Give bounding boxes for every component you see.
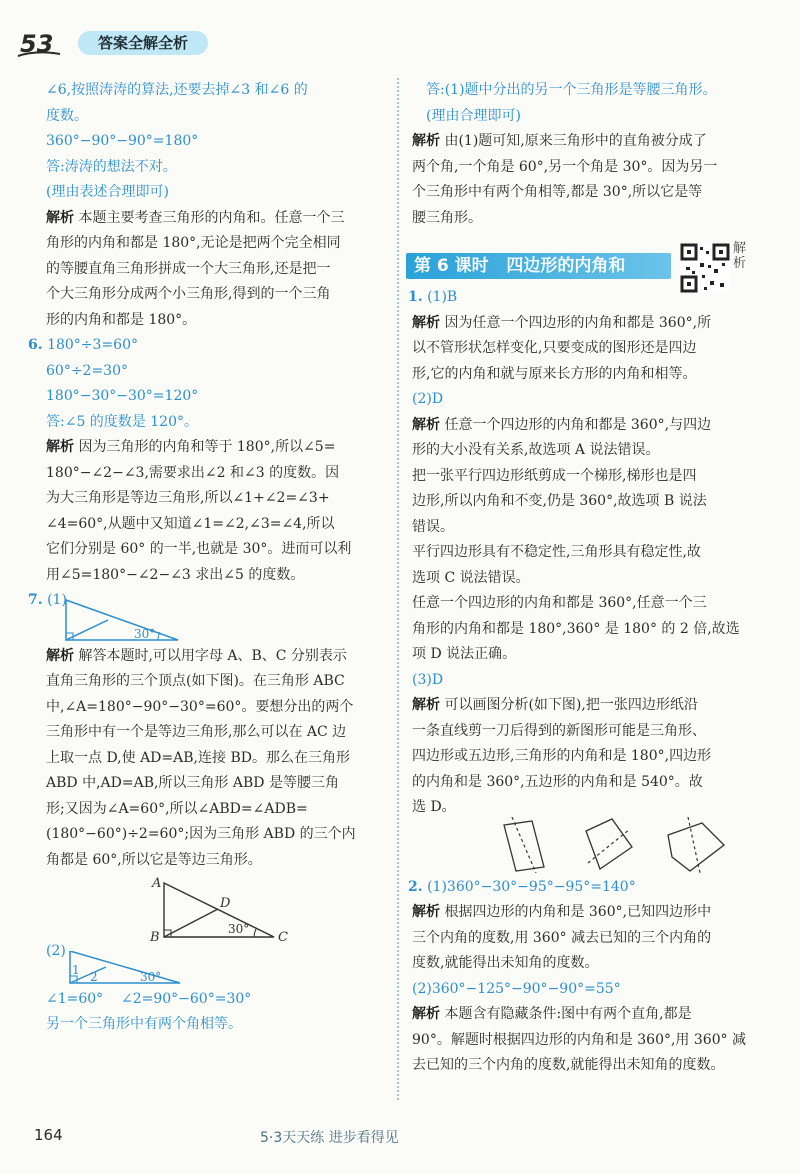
analysis-text: 边形,所以内角和不变,仍是 360°,故选项 B 说法 xyxy=(412,493,707,509)
analysis-paragraph xyxy=(32,206,384,232)
lesson-title: 第 6 课时 四边形的内角和 xyxy=(414,256,626,276)
analysis-text: 用∠5=180°−∠2−∠3 求出∠5 的度数。 xyxy=(46,566,305,583)
analysis-text: 因为三角形的内角和等于 180°,所以∠5= xyxy=(74,439,336,455)
lesson-banner xyxy=(406,239,766,279)
answer-line: (2) xyxy=(46,943,66,959)
answer-line: (2)360°−125°−90°−90°=55° xyxy=(412,980,621,997)
qr-code-icon[interactable] xyxy=(680,243,730,293)
analysis-text: 根据四边形的内角和是 360°,已知四边形中 xyxy=(440,904,712,920)
answer-line: 答:涛涛的想法不对。 xyxy=(46,158,177,175)
page-number: 164 xyxy=(34,1126,63,1144)
analysis-text: 它们分别是 60° 的一半,也就是 30°。进而可以利 xyxy=(46,541,352,557)
analysis-text: 角形的内角和都是 180°,无论是把两个完全相同 xyxy=(46,235,341,251)
analysis-label: 解析 xyxy=(46,439,74,455)
analysis-text: 可以画图分析(如下图),把一张四边形纸沿 xyxy=(440,697,698,713)
analysis-label: 解析 xyxy=(412,904,440,920)
answer-line: (3)D xyxy=(412,671,444,688)
angle-1-label: 1 xyxy=(72,962,80,977)
angle-label: 30° xyxy=(134,626,156,641)
answer-line: (2)D xyxy=(412,391,444,407)
analysis-text: 形的内角和都是 180°。 xyxy=(46,311,197,328)
vertex-label-c: C xyxy=(278,930,288,945)
answer-line: ∠6,按照涛涛的算法,还要去掉∠3 和∠6 的 xyxy=(46,82,308,98)
question-number: 7. xyxy=(28,592,43,608)
answer-line: 60°÷2=30° xyxy=(46,362,128,379)
analysis-text: 任意一个四边形的内角和都是 360°,与四边 xyxy=(440,416,712,433)
analysis-label: 解析 xyxy=(412,133,440,149)
analysis-label: 解析 xyxy=(46,647,74,664)
analysis-text: 错误。 xyxy=(412,518,454,535)
analysis-text: 因为任意一个四边形的内角和都是 360°,所 xyxy=(440,314,712,331)
analysis-text: 本题含有隐藏条件:图中有两个直角,都是 xyxy=(440,1006,692,1022)
angle-label: 30° xyxy=(228,922,250,936)
answer-line: (1)360°−30°−95°−95°=140° xyxy=(427,878,636,895)
analysis-paragraph xyxy=(412,900,762,926)
triangle-diagram-1 xyxy=(46,598,186,644)
analysis-text: ∠4=60°,从题中又知道∠1=∠2,∠3=∠4,所以 xyxy=(46,515,335,532)
analysis-text: 把一张平行四边形纸剪成一个梯形,梯形也是四 xyxy=(412,467,697,484)
question-number: 2. xyxy=(408,878,423,895)
page-header xyxy=(8,28,248,58)
qr-label: 解析 xyxy=(733,241,747,271)
svg-text:53: 53 xyxy=(20,30,54,58)
analysis-text: 中,∠A=180°−90°−30°=60°。要想分出的两个 xyxy=(46,698,354,715)
analysis-paragraph xyxy=(32,644,384,670)
answer-line: 答:∠5 的度数是 120°。 xyxy=(46,413,198,430)
answer-line: (1)B xyxy=(427,289,458,305)
triangle-diagram-2 xyxy=(50,951,200,987)
analysis-text: 一条直线剪一刀后得到的新图形可能是三角形、 xyxy=(412,722,706,739)
question-6 xyxy=(28,333,384,359)
answer-line: 180°−30°−30°=120° xyxy=(46,388,199,404)
section-tag: 答案全解全析 xyxy=(78,31,208,55)
brand-logo xyxy=(16,28,76,58)
question-number: 6. xyxy=(28,337,43,353)
analysis-text: ABD 中,AD=AB,所以三角形 ABD 是等腰三角 xyxy=(46,775,339,791)
analysis-text: (180°−60°)÷2=60°;因为三角形 ABD 的三个内 xyxy=(46,826,356,842)
analysis-text: 腰三角形。 xyxy=(412,209,482,226)
analysis-paragraph xyxy=(412,311,762,337)
footer-slogan: 5·3天天练 进步看得见 xyxy=(260,1130,399,1146)
analysis-text: 本题主要考查三角形的内角和。任意一个三 xyxy=(74,209,345,226)
analysis-text: 选项 C 说法错误。 xyxy=(412,569,530,586)
analysis-label: 解析 xyxy=(412,697,440,713)
question-2 xyxy=(408,875,762,901)
answer-line: ∠1=60° ∠2=90°−60°=30° xyxy=(46,990,252,1007)
answer-line: (理由表述合理即可) xyxy=(46,184,169,200)
answer-line: (理由合理即可) xyxy=(426,107,521,124)
answer-line: 180°÷3=60° xyxy=(47,337,138,353)
analysis-text: 180°−∠2−∠3,需要求出∠2 和∠3 的度数。因 xyxy=(46,464,340,481)
analysis-text: 角形的内角和都是 180°,360° 是 180° 的 2 倍,故选 xyxy=(412,620,740,637)
analysis-label: 解析 xyxy=(412,314,440,331)
analysis-text: 的等腰直角三角形拼成一个大三角形,还是把一 xyxy=(46,260,331,277)
analysis-text: 任意一个四边形的内角和都是 360°,任意一个三 xyxy=(412,595,707,611)
angle-2-label: 2 xyxy=(90,969,98,984)
question-number: 1. xyxy=(408,289,423,305)
analysis-text: 三角形中有一个是等边三角形,那么可以在 AC 边 xyxy=(46,724,347,740)
analysis-text: 选 D。 xyxy=(412,799,456,815)
analysis-paragraph xyxy=(412,413,762,439)
analysis-text: 去已知的三个内角的度数,就能得出未知角的度数。 xyxy=(412,1057,725,1073)
analysis-text: 形,它的内角和就与原来长方形的内角和相等。 xyxy=(412,365,697,382)
analysis-paragraph xyxy=(412,1002,762,1028)
left-column xyxy=(28,78,384,1038)
answer-line: 360°−90°−90°=180° xyxy=(46,133,199,149)
answer-line: (1) xyxy=(47,592,67,608)
analysis-text: 度数,就能得出未知角的度数。 xyxy=(412,955,599,971)
analysis-text: 个三角形中有两个角相等,都是 30°,所以它是等 xyxy=(412,184,703,200)
analysis-label: 解析 xyxy=(412,1006,440,1022)
analysis-text: 90°。解题时根据四边形的内角和是 360°,用 360° 减 xyxy=(412,1031,747,1048)
triangle-abc-diagram xyxy=(142,875,302,945)
analysis-paragraph xyxy=(412,129,762,155)
right-column xyxy=(408,78,762,1079)
vertex-label-a: A xyxy=(152,876,162,891)
answer-line: 度数。 xyxy=(46,107,88,124)
analysis-label: 解析 xyxy=(412,416,440,433)
analysis-text: 平行四边形具有不稳定性,三角形具有稳定性,故 xyxy=(412,544,701,560)
vertex-label-b: B xyxy=(150,930,160,945)
analysis-paragraph xyxy=(32,435,384,461)
analysis-text: 由(1)题可知,原来三角形中的直角被分成了 xyxy=(440,133,707,149)
analysis-text: 项 D 说法正确。 xyxy=(412,646,517,662)
analysis-text: 解答本题时,可以用字母 A、B、C 分别表示 xyxy=(74,647,347,664)
column-divider xyxy=(397,78,399,1100)
answer-line: 另一个三角形中有两个角相等。 xyxy=(46,1016,242,1032)
analysis-text: 上取一点 D,使 AD=AB,连接 BD。那么在三角形 xyxy=(46,749,350,766)
analysis-text: 四边形或五边形,三角形的内角和是 180°,四边形 xyxy=(412,748,712,764)
analysis-text: 个大三角形分成两个小三角形,得到的一个三角 xyxy=(46,286,331,302)
answer-line: 答:(1)题中分出的另一个三角形是等腰三角形。 xyxy=(426,82,717,98)
angle-label: 30° xyxy=(140,969,162,984)
analysis-text: 三个内角的度数,用 360° 减去已知的三个内角的 xyxy=(412,929,712,946)
vertex-label-d: D xyxy=(220,896,231,911)
analysis-text: 形;又因为∠A=60°,所以∠ABD=∠ADB= xyxy=(46,800,308,817)
analysis-text: 的内角和是 360°,五边形的内角和是 540°。故 xyxy=(412,773,703,790)
analysis-text: 角都是 60°,所以它是等边三角形。 xyxy=(46,851,262,868)
analysis-text: 两个角,一个角是 60°,另一个角是 30°。因为另一 xyxy=(412,158,718,175)
analysis-label: 解析 xyxy=(46,209,74,226)
analysis-paragraph xyxy=(412,693,762,719)
analysis-text: 以不管形状怎样变化,只要变成的图形还是四边 xyxy=(412,340,697,356)
analysis-text: 形的大小没有关系,故选项 A 说法错误。 xyxy=(412,442,660,458)
analysis-text: 为大三角形是等边三角形,所以∠1+∠2=∠3+ xyxy=(46,490,330,506)
analysis-text: 直角三角形的三个顶点(如下图)。在三角形 ABC xyxy=(46,673,345,689)
quadrilateral-cut-diagram xyxy=(490,817,750,873)
